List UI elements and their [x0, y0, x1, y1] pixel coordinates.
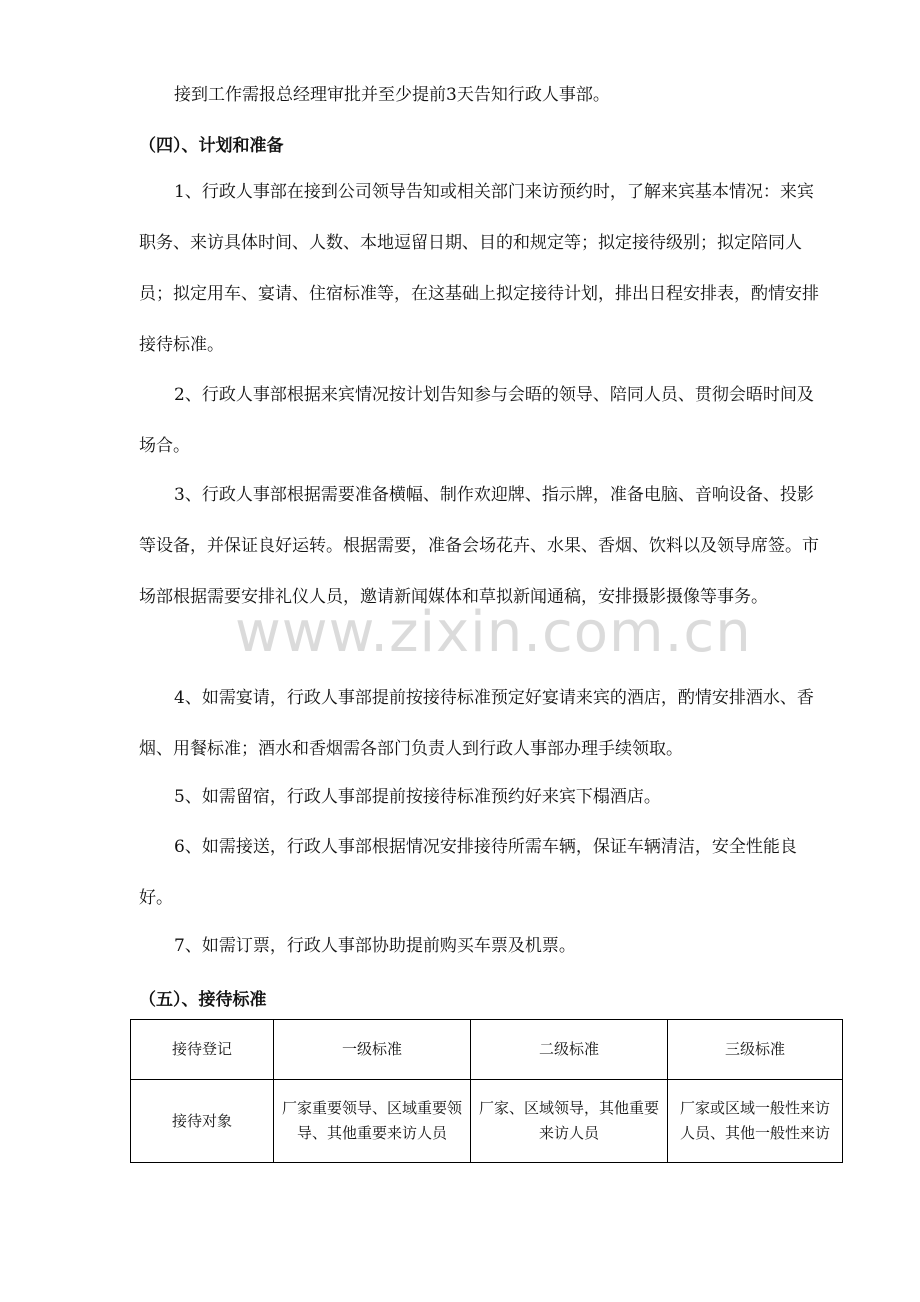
table-header-cell: 二级标准: [471, 1020, 668, 1080]
table-row: [131, 1080, 843, 1163]
section-5-heading: （五）、接待标准: [139, 990, 267, 1010]
section-4-item-4: 4、如需宴请，行政人事部提前按接待标准预定好宴请来宾的酒店，酌情安排酒水、香烟、用餐标准；酒水和香烟需各部门负责人到行政人事部办理手续领取。: [139, 688, 814, 759]
section-4-heading: （四）、计划和准备: [139, 136, 284, 156]
table-header-cell: 接待登记: [131, 1020, 274, 1080]
table-header-cell: 一级标准: [274, 1020, 471, 1080]
section-4-item-2: 2、行政人事部根据来宾情况按计划告知参与会晤的领导、陪同人员、贯彻会晤时间及场合。: [139, 385, 814, 456]
section-4-item-1: 1、行政人事部在接到公司领导告知或相关部门来访预约时，了解来宾基本情况：来宾职务、来访具体时间、人数、本地逗留日期、目的和规定等；拟定接待级别；拟定陪同人员；拟定用车、宴请、住宿标准等，在这基础上拟定接待计划，排出日程安排表，酌情安排接待标准。: [139, 182, 819, 355]
section-4-item-3: 3、行政人事部根据需要准备横幅、制作欢迎牌、指示牌，准备电脑、音响设备、投影等设备，并保证良好运转。根据需要，准备会场花卉、水果、香烟、饮料以及领导席签。市场部根据需要安排礼仪人员，邀请新闻媒体和草拟新闻通稿，安排摄影摄像等事务。: [139, 485, 819, 607]
table-cell: 厂家重要领导、区域重要领导、其他重要来访人员: [274, 1080, 471, 1163]
table-cell: 接待对象: [131, 1080, 274, 1163]
watermark: www.zixin.com.cn: [235, 600, 752, 665]
table-header-cell: 三级标准: [668, 1020, 843, 1080]
section-4-item-5: 5、如需留宿，行政人事部提前按接待标准预约好来宾下榻酒店。: [174, 787, 661, 807]
table-header-row: [131, 1020, 843, 1080]
section-4-item-7: 7、如需订票，行政人事部协助提前购买车票及机票。: [174, 936, 576, 956]
intro-paragraph: 接到工作需报总经理审批并至少提前3天告知行政人事部。: [174, 85, 610, 105]
section-4-item-6: 6、如需接送，行政人事部根据情况安排接待所需车辆，保证车辆清洁，安全性能良好。: [139, 837, 797, 908]
table-cell: 厂家、区域领导，其他重要来访人员: [471, 1080, 668, 1163]
reception-standards-table: [130, 1019, 843, 1163]
table-cell: 厂家或区域一般性来访人员、其他一般性来访: [668, 1080, 843, 1163]
